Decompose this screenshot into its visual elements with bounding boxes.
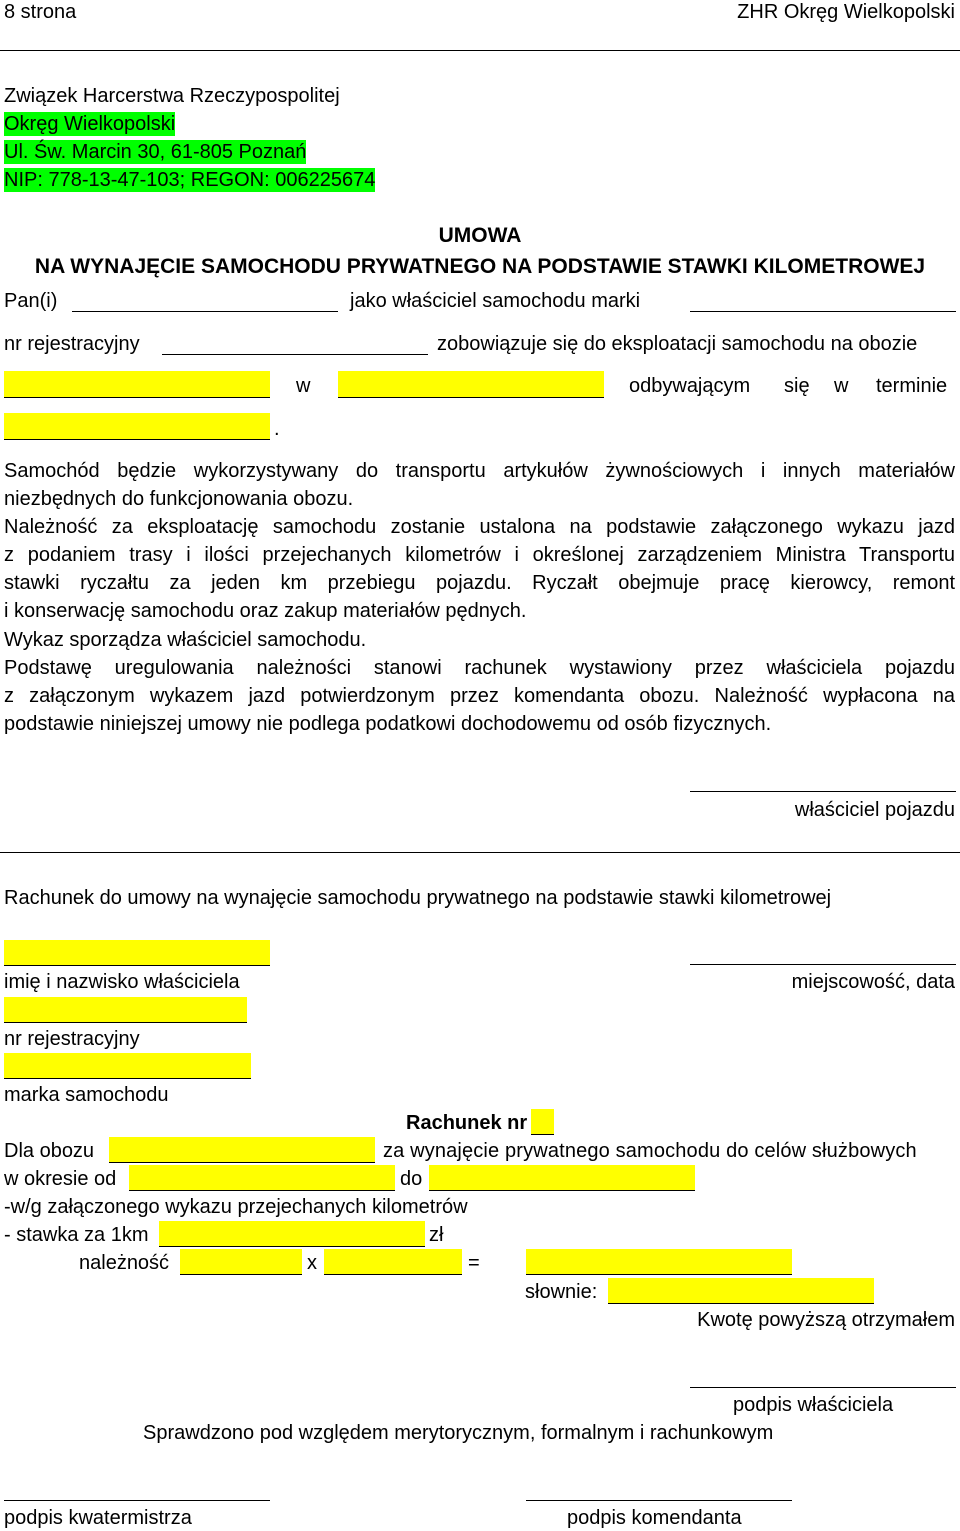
rate-field[interactable] — [159, 1221, 425, 1247]
document-subtitle: NA WYNAJĘCIE SAMOCHODU PRYWATNEGO NA PODSTAWIE STAWKI KILOMETROWEJ — [34, 255, 926, 278]
km-field[interactable] — [180, 1249, 302, 1275]
bill-heading: Rachunek do umowy na wynajęcie samochodu prywatnego na podstawie stawki kilometrowej — [4, 887, 832, 909]
period-from-field[interactable] — [129, 1165, 395, 1191]
bill-make-field[interactable] — [4, 1053, 251, 1079]
paragraph-4b: z załączonym wykazem jazd potwierdzonym przez komendanta obozu. Należność wypłacona na — [4, 685, 955, 707]
bill-reg-no-field[interactable] — [4, 997, 247, 1023]
w-label: w — [296, 375, 311, 397]
for-hire-label: za wynajęcie prywatnego samochodu do celów służbowych — [383, 1140, 917, 1162]
place-date-label: miejscowość, data — [791, 971, 955, 993]
document-title: UMOWA — [438, 224, 522, 247]
bill-number-field[interactable] — [531, 1109, 554, 1135]
rate-label: - stawka za 1km — [4, 1224, 149, 1246]
paragraph-2b: z podaniem trasy i ilości przejechanych kilometrów i określonej zarządzeniem Ministra Transportu — [4, 544, 955, 566]
car-make-field[interactable] — [690, 311, 956, 312]
paragraph-3: Wykaz sporządza właściciel samochodu. — [4, 629, 367, 651]
owner-signature-label: właściciel pojazdu — [794, 799, 955, 821]
period-from-label: w okresie od — [4, 1168, 117, 1190]
place-date-line[interactable] — [690, 964, 956, 965]
owner-bill-signature-label: podpis właściciela — [733, 1394, 894, 1416]
owner-bill-signature-line[interactable] — [690, 1387, 956, 1388]
quartermaster-signature-line[interactable] — [4, 1500, 270, 1501]
page-number: 8 strona — [4, 1, 77, 23]
equals-label: = — [468, 1252, 480, 1274]
owner-of-label: jako właściciel samochodu marki — [350, 290, 641, 312]
reg-no-field[interactable] — [162, 354, 428, 355]
quartermaster-signature-label: podpis kwatermistrza — [4, 1507, 192, 1529]
commander-signature-label: podpis komendanta — [567, 1507, 742, 1529]
paragraph-4a: Podstawę uregulowania należności stanowi rachunek wystawiony przez właściciela pojazdu — [4, 657, 955, 679]
issuer-line-4: NIP: 778-13-47-103; REGON: 006225674 — [4, 169, 376, 191]
term-field[interactable] — [4, 413, 270, 440]
camp-field[interactable] — [4, 371, 270, 398]
header-org: ZHR Okręg Wielkopolski — [737, 1, 955, 23]
rate-multiplier-field[interactable] — [324, 1249, 462, 1275]
sie-label: się — [784, 375, 810, 397]
in-words-field[interactable] — [608, 1278, 874, 1304]
paragraph-1b: niezbędnych do funkcjonowania obozu. — [4, 488, 354, 510]
camp-name-field[interactable] — [109, 1137, 375, 1163]
total-field[interactable] — [526, 1249, 792, 1275]
period-to-label: do — [400, 1168, 423, 1190]
for-camp-label: Dla obozu — [4, 1140, 95, 1162]
owner-name-label: imię i nazwisko właściciela — [4, 971, 240, 993]
zl-label: zł — [429, 1224, 444, 1246]
paragraph-1: Samochód będzie wykorzystywany do transportu artykułów żywnościowych i innych materiałów — [4, 460, 955, 482]
paragraph-2c: stawki ryczałtu za jeden km przebiegu pojazdu. Ryczałt obejmuje pracę kierowcy, remont — [4, 572, 955, 594]
header-divider — [0, 50, 960, 51]
undertakes-label: zobowiązuje się do eksploatacji samochodu na obozie — [437, 333, 918, 355]
amount-label: należność — [79, 1252, 170, 1274]
owner-name-field[interactable] — [4, 940, 270, 966]
received-label: Kwotę powyższą otrzymałem — [697, 1309, 955, 1331]
bill-number-label: Rachunek nr — [406, 1112, 528, 1134]
owner-signature-line[interactable] — [690, 791, 956, 792]
place-field[interactable] — [338, 371, 604, 398]
paragraph-2a: Należność za eksploatację samochodu zostanie ustalona na podstawie załączonego wykazu jazd — [4, 516, 955, 538]
pan-label: Pan(i) — [4, 290, 58, 312]
period-to-field[interactable] — [429, 1165, 695, 1191]
issuer-line-1: Związek Harcerstwa Rzeczypospolitej — [4, 85, 340, 107]
commander-signature-line[interactable] — [526, 1500, 792, 1501]
w2-label: w — [834, 375, 849, 397]
term-label: terminie — [876, 375, 948, 397]
section-divider — [0, 852, 960, 853]
bill-reg-no-label: nr rejestracyjny — [4, 1028, 140, 1050]
taking-place-label: odbywającym — [629, 375, 751, 397]
paragraph-4c: podstawie niniejszej umowy nie podlega podatkowi dochodowemu od osób fizycznych. — [4, 713, 772, 735]
times-label: x — [307, 1252, 317, 1274]
paragraph-2d: i konserwację samochodu oraz zakup materiałów pędnych. — [4, 600, 527, 622]
name-field[interactable] — [72, 311, 338, 312]
in-words-label: słownie: — [525, 1281, 598, 1303]
bill-make-label: marka samochodu — [4, 1084, 169, 1106]
issuer-line-3: Ul. Św. Marcin 30, 61-805 Poznań — [4, 141, 307, 163]
per-list-label: -w/g załączonego wykazu przejechanych kilometrów — [4, 1196, 468, 1218]
issuer-line-2: Okręg Wielkopolski — [4, 113, 176, 135]
term-period: . — [274, 418, 280, 440]
checked-label: Sprawdzono pod względem merytorycznym, formalnym i rachunkowym — [143, 1422, 774, 1444]
reg-no-label: nr rejestracyjny — [4, 333, 140, 355]
